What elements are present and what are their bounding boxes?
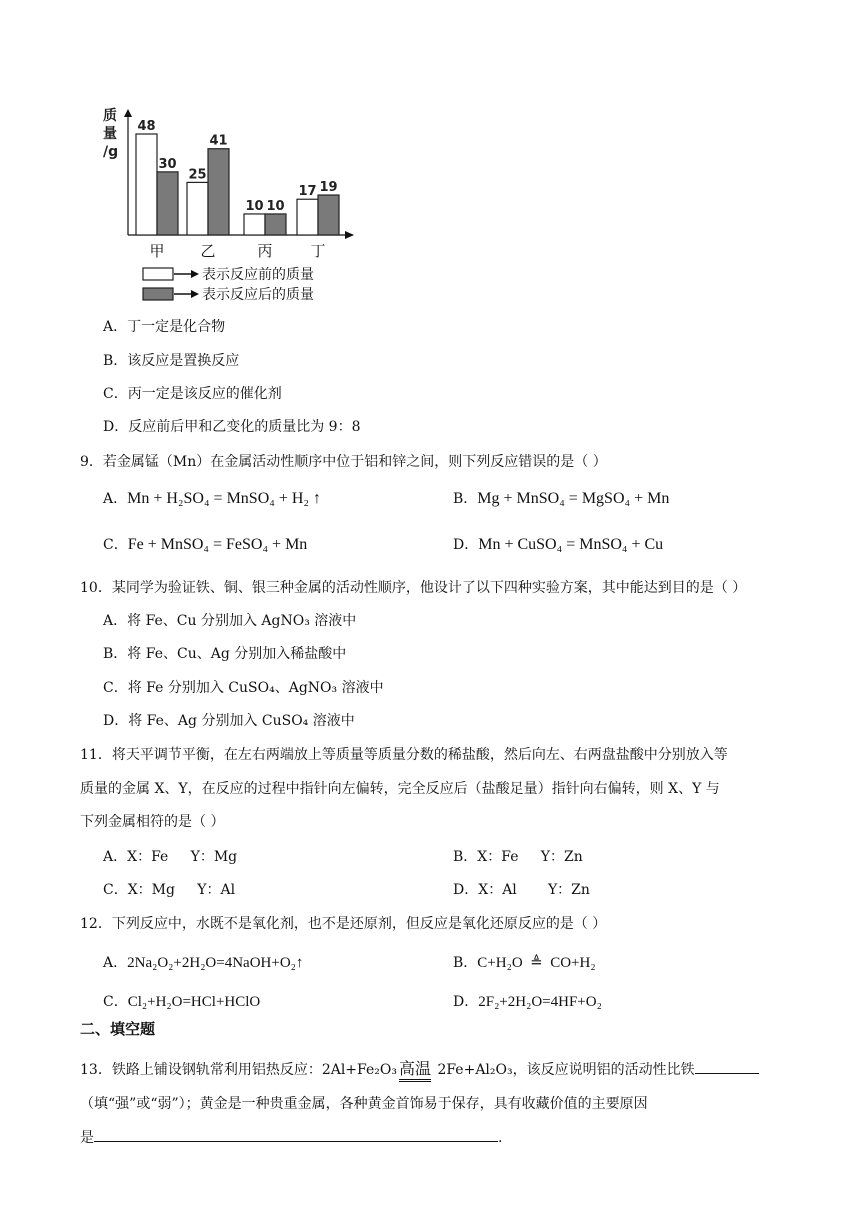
- option-letter: C．: [103, 386, 128, 402]
- option-letter: C．: [103, 680, 128, 696]
- q10-option-c: [103, 677, 384, 697]
- option-letter: B．: [453, 849, 478, 865]
- legend-label-0: 表示反应前的质量: [202, 267, 314, 283]
- option-letter: B．: [453, 491, 478, 507]
- option-letter: A．: [103, 955, 128, 971]
- legend-swatch-0: [143, 268, 173, 280]
- option-formula: Cl₂+H₂O=HCl+HClO: [127, 994, 261, 1010]
- q8-option-a: [103, 316, 225, 336]
- option-text: X：Fe Y：Zn: [477, 849, 583, 865]
- option-letter: B．: [103, 353, 128, 369]
- option-text: 丙一定是该反应的催化剂: [127, 386, 282, 402]
- y-axis-arrow: [124, 109, 132, 117]
- q11-option-b: [453, 846, 583, 866]
- q11-option-a: [103, 846, 237, 866]
- q12-option-a: [103, 952, 303, 972]
- x-axis-arrow: [345, 231, 354, 239]
- q9-option-d: [453, 534, 663, 554]
- q13-text-a: 13．铁路上铺设钢轨常利用铝热反应：2Al+Fe₂O₃: [80, 1062, 397, 1078]
- option-formula: 2F₂+2H₂O=4HF+O₂: [478, 994, 602, 1010]
- option-text: X：Mg Y：Al: [127, 882, 236, 898]
- data-label: 25: [188, 167, 207, 183]
- q9-stem: 9．若金属锰（Mn）在金属活动性顺序中位于铝和锌之间，则下列反应错误的是（ ）: [80, 454, 607, 470]
- q11-stem-line-3: 下列金属相符的是（ ）: [80, 814, 225, 830]
- option-formula: 2Na₂O₂+2H₂O=4NaOH+O₂↑: [127, 955, 304, 971]
- option-letter: A．: [103, 491, 128, 507]
- q10-stem: 10．某同学为验证铁、铜、银三种金属的活动性顺序，他设计了以下四种实验方案，其中能达到目的是（ ）: [80, 580, 747, 596]
- option-letter: D．: [103, 713, 129, 729]
- q10-option-a: [103, 610, 356, 630]
- option-text: 将 Fe 分别加入 CuSO₄、AgNO₃ 溶液中: [127, 680, 384, 696]
- q13-line-3: [80, 1127, 502, 1147]
- bar-乙-after: [208, 149, 229, 235]
- q11-stem-line-1: 11．将天平调节平衡，在左右两端放上等质量等质量分数的稀盐酸，然后向左、右两盘盐酸中分别放入等: [80, 747, 728, 763]
- option-text: 反应前后甲和乙变化的质量比为 9：8: [128, 419, 361, 435]
- data-label: 10: [245, 198, 264, 214]
- q12-option-b: [453, 952, 596, 972]
- q13-line-2: （填“强”或“弱”）；黄金是一种贵重金属，各种黄金首饰易于保存，具有收藏价值的主要原因: [80, 1096, 648, 1112]
- high-temp-label: 高温: [399, 1059, 431, 1082]
- option-letter: C．: [103, 882, 128, 898]
- q8-option-c: [103, 383, 282, 403]
- y-axis-label-1: 量: [103, 126, 117, 142]
- option-formula: Mn + CuSO₄ = MnSO₄ + Cu: [478, 536, 664, 553]
- bar-丙-before: [244, 214, 265, 235]
- bar-甲-after: [157, 172, 178, 235]
- option-formula: C+H₂O ≜ CO+H₂: [477, 955, 596, 971]
- data-label: 41: [209, 133, 228, 149]
- option-text: 将 Fe、Cu 分别加入 AgNO₃ 溶液中: [127, 613, 357, 629]
- option-text: X：Fe Y：Mg: [127, 849, 238, 865]
- option-formula: Fe + MnSO₄ = FeSO₄ + Mn: [127, 536, 308, 553]
- section-title: 二、填空题: [80, 1020, 156, 1038]
- answer-blank-1[interactable]: [695, 1059, 759, 1074]
- data-label: 17: [298, 184, 317, 200]
- q13-line-1: [80, 1056, 759, 1079]
- x-tick-label: 丁: [310, 242, 326, 260]
- option-letter: D．: [453, 994, 479, 1010]
- option-letter: D．: [453, 882, 479, 898]
- q11-option-c: [103, 879, 235, 899]
- legend-label-1: 表示反应后的质量: [202, 287, 314, 303]
- data-label: 30: [158, 156, 177, 172]
- option-letter: C．: [103, 537, 128, 553]
- q13-text-c: 是: [80, 1130, 94, 1146]
- option-formula: Mn + H₂SO₄ = MnSO₄ + H₂ ↑: [127, 490, 321, 507]
- x-tick-label: 乙: [200, 242, 216, 260]
- legend-arrow-head-1: [191, 290, 199, 298]
- option-letter: B．: [103, 646, 128, 662]
- option-text: X：Al Y：Zn: [478, 882, 590, 898]
- option-formula: Mg + MnSO₄ = MgSO₄ + Mn: [477, 490, 670, 507]
- q9-option-a: [103, 488, 321, 508]
- data-label: 48: [137, 119, 156, 134]
- q8-option-b: [103, 350, 239, 370]
- q8-option-d: [103, 416, 361, 436]
- bar-丁-before: [297, 199, 318, 235]
- mass-bar-chart: [98, 100, 368, 310]
- q11-option-d: [453, 879, 590, 899]
- option-letter: D．: [103, 419, 129, 435]
- option-text: 将 Fe、Ag 分别加入 CuSO₄ 溶液中: [128, 713, 355, 729]
- option-text: 将 Fe、Cu、Ag 分别加入稀盐酸中: [127, 646, 347, 662]
- q11-stem-line-2: 质量的金属 X、Y，在反应的过程中指针向左偏转，完全反应后（盐酸足量）指针向右偏转，则 X、Y 与: [80, 781, 720, 797]
- q12-option-d: [453, 991, 602, 1011]
- option-letter: B．: [453, 955, 478, 971]
- bar-甲-before: [136, 134, 157, 235]
- option-text: 该反应是置换反应: [127, 353, 240, 369]
- q12-option-c: [103, 991, 260, 1011]
- x-tick-label: 甲: [149, 242, 165, 260]
- reaction-condition: [397, 1056, 433, 1079]
- q10-option-b: [103, 643, 346, 663]
- q13-text-b: 2Fe+Al₂O₃，该反应说明铝的活动性比铁: [433, 1062, 695, 1078]
- q13-end: .: [498, 1130, 503, 1146]
- q9-option-c: [103, 534, 307, 554]
- y-axis-label-0: 质: [103, 108, 117, 124]
- option-letter: C．: [103, 994, 128, 1010]
- data-label: 10: [266, 198, 285, 214]
- option-letter: A．: [103, 319, 128, 335]
- q12-stem: 12．下列反应中，水既不是氧化剂，也不是还原剂，但反应是氧化还原反应的是（ ）: [80, 916, 607, 932]
- y-axis-label-2: /g: [103, 144, 119, 160]
- q10-option-d: [103, 710, 355, 730]
- x-tick-label: 丙: [257, 242, 273, 260]
- legend-swatch-1: [143, 288, 173, 300]
- q9-option-b: [453, 488, 669, 508]
- option-text: 丁一定是化合物: [127, 319, 226, 335]
- bar-丙-after: [265, 214, 286, 235]
- bar-乙-before: [187, 182, 208, 235]
- answer-blank-2[interactable]: [94, 1127, 498, 1142]
- option-letter: A．: [103, 849, 128, 865]
- option-letter: A．: [103, 613, 128, 629]
- bar-丁-after: [318, 195, 339, 235]
- option-letter: D．: [453, 537, 479, 553]
- data-label: 19: [319, 180, 338, 196]
- legend-arrow-head-0: [191, 270, 199, 278]
